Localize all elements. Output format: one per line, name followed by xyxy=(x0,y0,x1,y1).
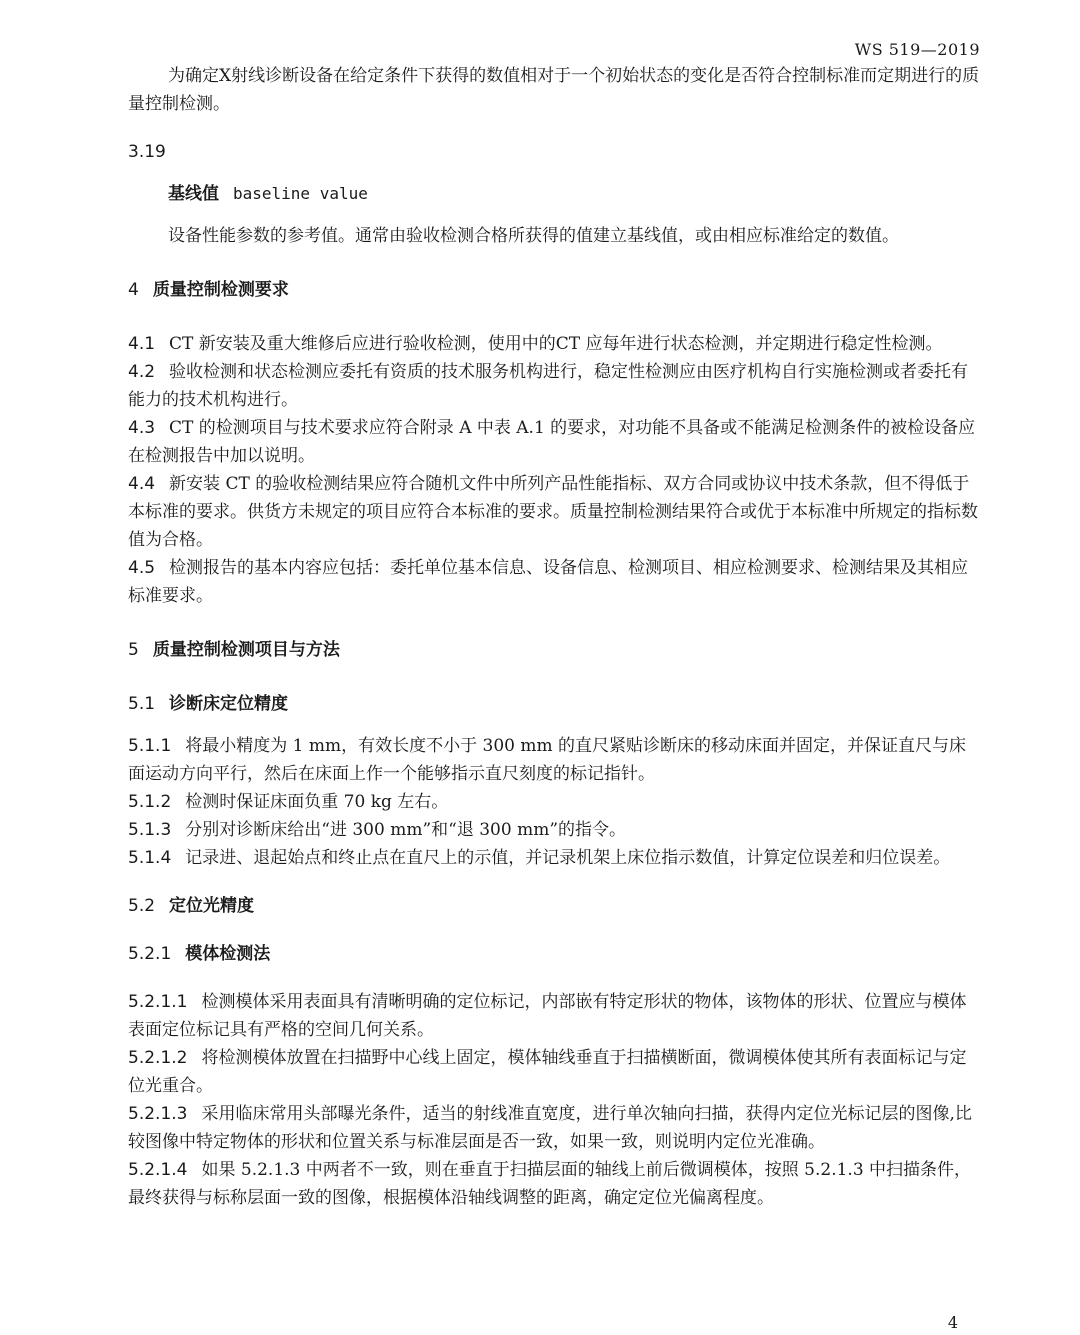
clause-text: 检测报告的基本内容应包括：委托单位基本信息、设备信息、检测项目、相应检测要求、检测结果及其相应标准要求。 xyxy=(128,558,969,606)
section-4-heading xyxy=(128,276,980,304)
clause-text: 检测时保证床面负重 70 kg 左右。 xyxy=(185,792,449,812)
clause-number: 5.2.1.3 xyxy=(128,1104,188,1124)
section-4-title: 质量控制检测要求 xyxy=(152,280,289,300)
clause-text: CT 的检测项目与技术要求应符合附录 A 中表 A.1 的要求，对功能不具备或不能满足检测条件的被检设备应在检测报告中加以说明。 xyxy=(128,418,976,466)
term-definition: 设备性能参数的参考值。通常由验收检测合格所获得的值建立基线值，或由相应标准给定的数值。 xyxy=(168,226,899,246)
clause-text: 验收检测和状态检测应委托有资质的技术服务机构进行，稳定性检测应由医疗机构自行实施检测或者委托有能力的技术机构进行。 xyxy=(128,362,969,410)
standard-code: WS 519—2019 xyxy=(854,40,980,59)
clause-text: 分别对诊断床给出“进 300 mm”和“退 300 mm”的指令。 xyxy=(185,820,627,840)
clause-4-3 xyxy=(128,414,980,470)
clause-number: 5.2.1.4 xyxy=(128,1160,188,1180)
clause-text: 新安装 CT 的验收检测结果应符合随机文件中所列产品性能指标、双方合同或协议中技术条款，但不得低于本标准的要求。供货方未规定的项目应符合本标准的要求。质量控制检测结果符合或优于本标准中所规定的指标数值为合格。 xyxy=(128,474,978,550)
clause-number: 4.2 xyxy=(128,362,156,382)
clause-5-2-1-1 xyxy=(128,988,980,1044)
document-body xyxy=(128,62,980,1212)
section-4-number: 4 xyxy=(128,280,139,300)
section-5-number: 5 xyxy=(128,640,139,660)
subsection-5-2-heading xyxy=(128,892,980,920)
clause-number: 4.4 xyxy=(128,474,156,494)
clause-5-2-1-4 xyxy=(128,1156,980,1212)
clause-text: 将检测模体放置在扫描野中心线上固定，模体轴线垂直于扫描横断面，微调模体使其所有表面标记与定位光重合。 xyxy=(128,1048,967,1096)
clause-5-2-1-3 xyxy=(128,1100,980,1156)
term-en: baseline value xyxy=(233,184,368,203)
subsection-5-1-title: 诊断床定位精度 xyxy=(169,694,289,714)
subsection-5-2-number: 5.2 xyxy=(128,896,156,916)
subsection-5-2-1-title: 模体检测法 xyxy=(185,944,271,964)
clause-text: 记录进、退起始点和终止点在直尺上的示值，并记录机架上床位指示数值，计算定位误差和归位误差。 xyxy=(185,848,951,868)
clause-number: 4.1 xyxy=(128,334,156,354)
clause-5-1-1 xyxy=(128,732,980,788)
clause-4-1 xyxy=(128,330,980,358)
subsection-5-1-heading xyxy=(128,690,980,718)
subsection-5-1-number: 5.1 xyxy=(128,694,156,714)
page-number: 4 xyxy=(947,1313,958,1332)
clause-5-1-3 xyxy=(128,816,980,844)
clause-4-2 xyxy=(128,358,980,414)
clause-4-4 xyxy=(128,470,980,554)
term-line xyxy=(128,180,980,208)
clause-5-2-1-2 xyxy=(128,1044,980,1100)
intro-paragraph: 为确定X射线诊断设备在给定条件下获得的数值相对于一个初始状态的变化是否符合控制标准而定期进行的质量控制检测。 xyxy=(128,66,980,114)
subsection-5-2-1-heading xyxy=(128,940,980,968)
clause-number: 5.2.1.2 xyxy=(128,1048,188,1068)
clause-number: 5.1.2 xyxy=(128,792,172,812)
term-cn: 基线值 xyxy=(168,184,219,204)
clause-text: 如果 5.2.1.3 中两者不一致，则在垂直于扫描层面的轴线上前后微调模体，按照 5.2.1.3 中扫描条件，最终获得与标称层面一致的图像，根据模体沿轴线调整的距离，确定定位光偏离程度。 xyxy=(128,1160,972,1208)
clause-number: 4.3 xyxy=(128,418,156,438)
clause-4-5 xyxy=(128,554,980,610)
clause-text: 将最小精度为 1 mm，有效长度不小于 300 mm 的直尺紧贴诊断床的移动床面并固定，并保证直尺与床面运动方向平行，然后在床面上作一个能够指示直尺刻度的标记指针。 xyxy=(128,736,967,784)
clause-5-1-4 xyxy=(128,844,980,872)
clause-number: 5.1.1 xyxy=(128,736,172,756)
clause-text: CT 新安装及重大维修后应进行验收检测，使用中的CT 应每年进行状态检测，并定期进行稳定性检测。 xyxy=(169,334,943,354)
term-number: 3.19 xyxy=(128,142,166,162)
subsection-5-2-title: 定位光精度 xyxy=(169,896,255,916)
subsection-5-2-1-number: 5.2.1 xyxy=(128,944,172,964)
clause-5-1-2 xyxy=(128,788,980,816)
clause-text: 采用临床常用头部曝光条件，适当的射线准直宽度，进行单次轴向扫描，获得内定位光标记层的图像,比较图像中特定物体的形状和位置关系与标准层面是否一致，如果一致，则说明内定位光准确。 xyxy=(128,1104,972,1152)
clause-text: 检测模体采用表面具有清晰明确的定位标记，内部嵌有特定形状的物体，该物体的形状、位置应与模体表面定位标记具有严格的空间几何关系。 xyxy=(128,992,967,1040)
section-5-heading xyxy=(128,636,980,664)
clause-number: 5.1.3 xyxy=(128,820,172,840)
clause-number: 4.5 xyxy=(128,558,156,578)
clause-number: 5.2.1.1 xyxy=(128,992,188,1012)
clause-number: 5.1.4 xyxy=(128,848,172,868)
section-5-title: 质量控制检测项目与方法 xyxy=(152,640,340,660)
